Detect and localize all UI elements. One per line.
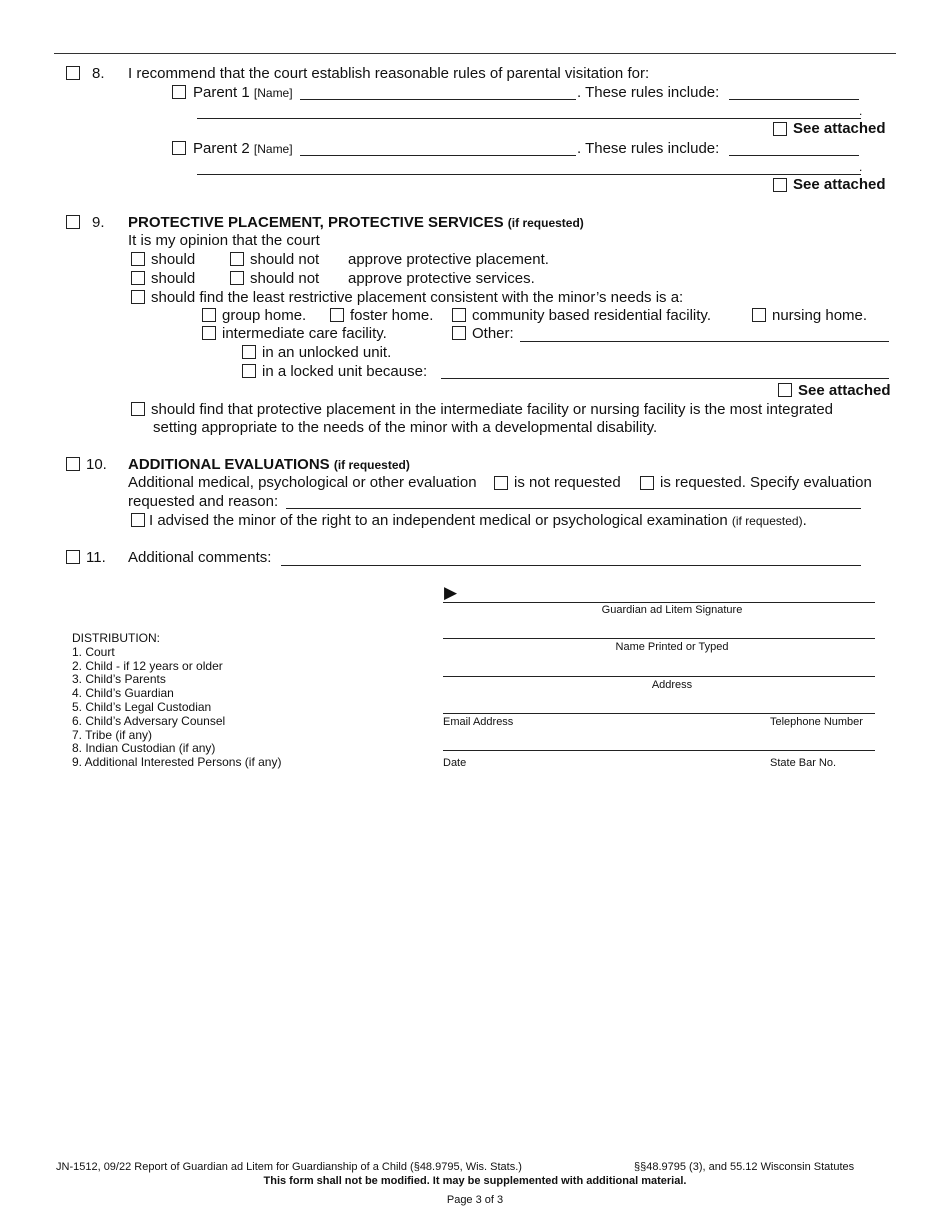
parent1-see-attached-checkbox[interactable] [773,122,787,136]
approve-placement-text: approve protective placement. [348,251,549,268]
least-restrictive-checkbox[interactable] [131,290,145,304]
item10-title: ADDITIONAL EVALUATIONS (if requested) [128,456,410,473]
phone-label: Telephone Number [770,716,863,728]
other-placement-field[interactable] [520,341,889,342]
parent2-rules-label: . These rules include: [577,140,720,157]
signature-arrow-icon: ▶ [444,583,458,602]
parent1-rules-label: . These rules include: [577,84,720,101]
parent2-rules-field-line2[interactable] [197,174,861,175]
distribution-item: 7. Tribe (if any) [72,727,153,742]
locked-unit-checkbox[interactable] [242,364,256,378]
group-home-label: group home. [222,307,307,324]
evaluation-text: Additional medical, psychological or other evaluation [128,474,477,491]
advised-checkbox[interactable] [131,513,145,527]
parent1-see-attached-label: See attached [793,120,886,137]
foster-home-checkbox[interactable] [330,308,344,322]
distribution-item: 6. Child’s Adversary Counsel [72,713,226,728]
item8-number: 8. [92,65,105,82]
item11-checkbox[interactable] [66,550,80,564]
state-bar-label: State Bar No. [770,757,837,769]
item9-see-attached-label: See attached [798,382,891,399]
requested-reason-label: requested and reason: [128,493,279,510]
parent1-label: Parent 1 [Name] [193,84,293,101]
placement-should-checkbox[interactable] [131,252,145,266]
placement-should-label: should [151,251,196,268]
distribution-item: 8. Indian Custodian (if any) [72,741,216,756]
date-bar-field[interactable] [443,750,875,751]
not-requested-checkbox[interactable] [494,476,508,490]
name-printed-field[interactable] [443,638,875,639]
item8-checkbox[interactable] [66,66,80,80]
least-restrictive-label: should find the least restrictive placement consistent with the minor’s needs is a: [151,289,684,306]
nursing-home-checkbox[interactable] [752,308,766,322]
email-label: Email Address [443,716,514,728]
signature-label: Guardian ad Litem Signature [601,604,743,616]
parent1-name-field[interactable] [300,99,576,100]
distribution-title: DISTRIBUTION: [72,631,161,645]
item9-title: PROTECTIVE PLACEMENT, PROTECTIVE SERVICES (if requested) [128,214,584,231]
intermediate-care-label: intermediate care facility. [222,325,387,342]
integrated-setting-line2: setting appropriate to the needs of the minor with a developmental disability. [153,419,658,436]
foster-home-label: foster home. [350,307,434,324]
item10-number: 10. [86,456,107,473]
not-requested-label: is not requested [514,474,621,491]
nursing-home-label: nursing home. [772,307,868,324]
services-should-checkbox[interactable] [131,271,145,285]
other-placement-checkbox[interactable] [452,326,466,340]
item10-checkbox[interactable] [66,457,80,471]
services-should-not-checkbox[interactable] [230,271,244,285]
signature-field[interactable] [443,602,875,603]
distribution-block [72,632,281,770]
other-placement-label: Other: [472,325,514,342]
unlocked-unit-checkbox[interactable] [242,345,256,359]
distribution-item: 5. Child’s Legal Custodian [72,699,212,714]
unlocked-unit-label: in an unlocked unit. [262,344,392,361]
distribution-item: 4. Child’s Guardian [72,686,174,701]
item11-number: 11. [86,549,106,566]
item9-number: 9. [92,214,105,231]
name-printed-label: Name Printed or Typed [615,641,729,653]
parent1-period: . [859,104,863,118]
item8-intro: I recommend that the court establish reasonable rules of parental visitation for: [128,65,650,82]
services-should-not-label: should not [250,270,320,287]
integrated-setting-line1: should find that protective placement in the intermediate facility or nursing facility is the most integrated [151,401,834,418]
top-rule [54,53,896,54]
distribution-item: 2. Child - if 12 years or older [72,658,223,673]
parent1-checkbox[interactable] [172,85,186,99]
address-label: Address [651,679,693,691]
item9-see-attached-checkbox[interactable] [778,383,792,397]
group-home-checkbox[interactable] [202,308,216,322]
footer-notice: This form shall not be modified. It may be supplemented with additional material. [263,1175,687,1187]
integrated-setting-checkbox[interactable] [131,402,145,416]
parent2-rules-field[interactable] [729,155,859,156]
email-phone-field[interactable] [443,713,875,714]
date-label: Date [443,757,467,769]
distribution-item: 1. Court [72,644,115,659]
address-field[interactable] [443,676,875,677]
distribution-item: 9. Additional Interested Persons (if any) [72,755,282,770]
services-should-label: should [151,270,196,287]
parent2-label: Parent 2 [Name] [193,140,293,157]
locked-unit-label: in a locked unit because: [262,363,428,380]
additional-comments-field[interactable] [281,565,861,566]
locked-unit-reason-field[interactable] [441,378,889,379]
placement-should-not-label: should not [250,251,320,268]
footer-form-id: JN-1512, 09/22 Report of Guardian ad Litem for Guardianship of a Child (§48.9795, Wis. Stats.) [56,1161,522,1173]
parent2-checkbox[interactable] [172,141,186,155]
approve-services-text: approve protective services. [348,270,535,287]
page-number: Page 3 of 3 [446,1194,504,1206]
parent2-name-field[interactable] [300,155,576,156]
item9-checkbox[interactable] [66,215,80,229]
placement-should-not-checkbox[interactable] [230,252,244,266]
community-based-checkbox[interactable] [452,308,466,322]
item9-opinion: It is my opinion that the court [128,232,320,249]
is-requested-checkbox[interactable] [640,476,654,490]
additional-comments-label: Additional comments: [128,549,272,566]
parent2-see-attached-label: See attached [793,176,886,193]
is-requested-label: is requested. Specify evaluation [660,474,872,491]
footer-statutes: §§48.9795 (3), and 55.12 Wisconsin Statutes [634,1161,855,1173]
intermediate-care-checkbox[interactable] [202,326,216,340]
parent2-see-attached-checkbox[interactable] [773,178,787,192]
parent2-period: . [859,160,863,174]
parent1-rules-field[interactable] [729,99,859,100]
advised-text: I advised the minor of the right to an independent medical or psychological examination (if requested). [149,512,807,529]
distribution-item: 3. Child’s Parents [72,672,166,687]
parent1-rules-field-line2[interactable] [197,118,861,119]
community-based-label: community based residential facility. [472,307,711,324]
requested-reason-field[interactable] [286,508,861,509]
